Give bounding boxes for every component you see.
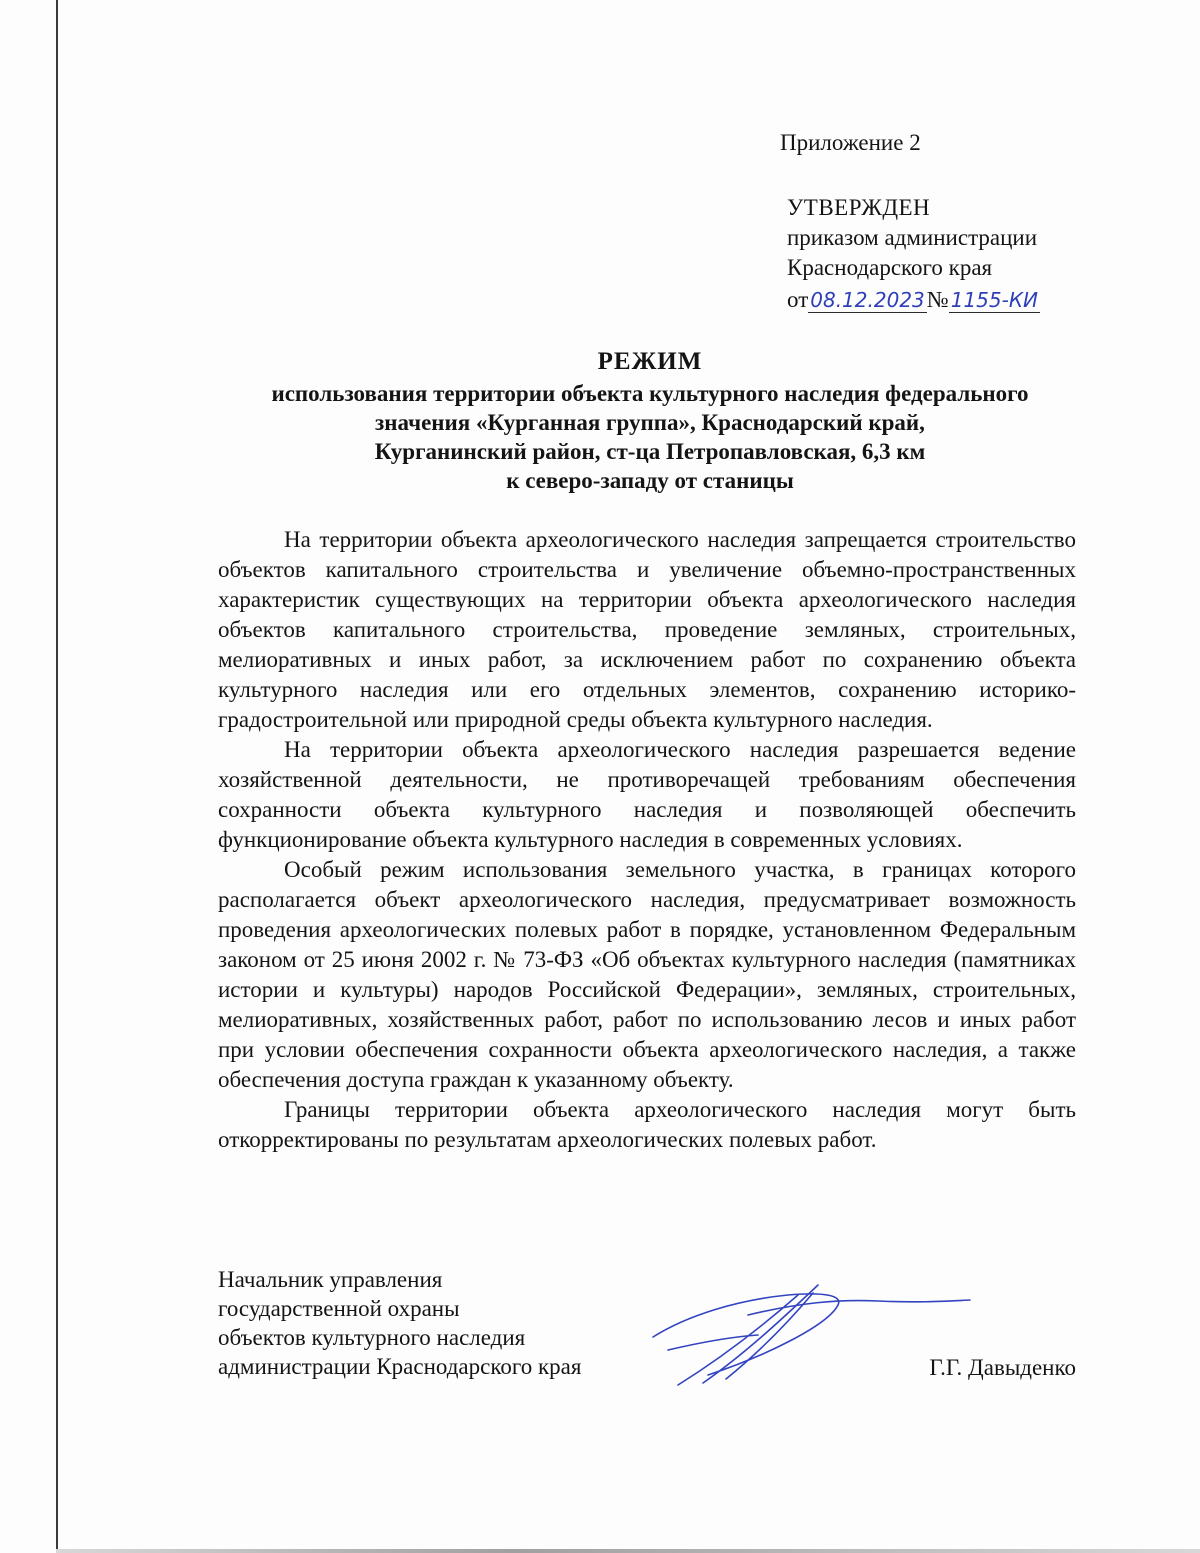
position-line: государственной охраны	[218, 1296, 460, 1321]
paragraph-prohibitions: На территории объекта археологического наследия запрещается строительство объектов капитального строительства и увеличение объемно-пространственных характеристик существующих на территории объекта археологического наследия объектов капитального строительства, проведение земляных, строительных, мелиоративных и иных работ, за исключением работ по сохранению объекта культурного наследия или его отдельных элементов, сохранению историко-градостроительной или природной среды объекта культурного наследия.	[218, 527, 1076, 732]
signature-block	[218, 1265, 1076, 1415]
position-line: объектов культурного наследия	[218, 1325, 526, 1350]
title-line: Курганинский район, ст-ца Петропавловская, 6,3 км	[374, 439, 926, 464]
position-line: администрации Краснодарского края	[218, 1354, 582, 1379]
approval-title: УТВЕРЖДЕН	[787, 195, 931, 220]
scan-edge-left	[56, 0, 58, 1553]
order-date-number	[787, 285, 1040, 315]
appendix-label: Приложение 2	[780, 130, 921, 155]
signatory-position	[218, 1265, 581, 1381]
approval-line: Краснодарского края	[787, 255, 993, 280]
paragraph-permitted-activity: На территории объекта археологического наследия разрешается ведение хозяйственной деятельности, не противоречащей требованиям обеспечения сохранности объекта культурного наследия и позволяющей обеспечить функционирование объекта культурного наследия в современных условиях.	[218, 737, 1076, 852]
paragraph-special-regime: Особый режим использования земельного участка, в границах которого располагается объект археологического наследия, предусматривает возможность проведения археологических полевых работ в порядке, установленном Федеральным законом от 25 июня 2002 г. № 73-ФЗ «Об объектах культурного наследия (памятниках истории и культуры) народов Российской Федерации», земляных, строительных, мелиоративных, хозяйственных работ, работ по использованию лесов и иных работ при условии обеспечения сохранности объекта археологического наследия, а также обеспечения доступа граждан к указанному объекту.	[218, 857, 1076, 1092]
title-line: значения «Курганная группа», Краснодарский край,	[375, 410, 925, 435]
date-prefix: от	[787, 287, 809, 312]
document-body	[218, 525, 1076, 1155]
title-line: использования территории объекта культурного наследия федерального	[271, 381, 1029, 406]
scan-edge-bottom	[56, 1549, 1200, 1553]
approval-line: приказом администрации	[787, 225, 1038, 250]
approval-block	[787, 193, 1037, 283]
title-main: РЕЖИМ	[597, 348, 703, 375]
signatory-name: Г.Г. Давыденко	[929, 1355, 1076, 1380]
handwritten-date: 08.12.2023	[810, 288, 925, 312]
handwritten-number: 1155-КИ	[950, 288, 1038, 312]
document-title	[150, 345, 1150, 495]
paragraph-boundaries: Границы территории объекта археологического наследия могут быть откорректированы по результатам археологических полевых работ.	[218, 1097, 1076, 1152]
number-prefix: №	[926, 287, 949, 312]
position-line: Начальник управления	[218, 1267, 443, 1292]
title-line: к северо-западу от станицы	[506, 468, 794, 493]
